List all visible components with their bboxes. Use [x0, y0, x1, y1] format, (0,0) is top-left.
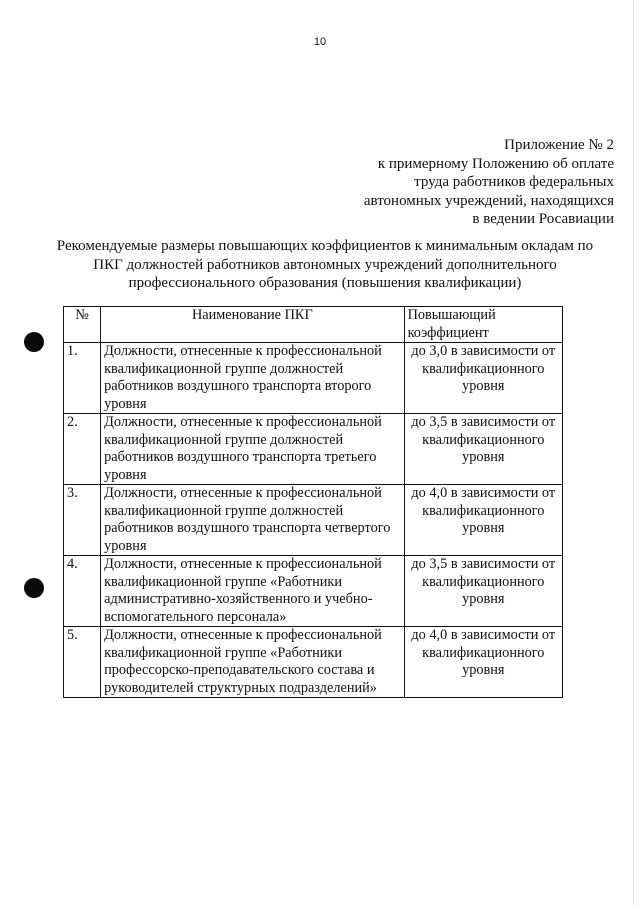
row-pkg-name: Должности, отнесенные к профессиональной квалификационной группе «Работники административно-хозяйственного и учебно-вспомогательного персонала»: [101, 556, 404, 627]
appendix-line: труда работников федеральных: [414, 174, 614, 190]
row-number: 3.: [64, 485, 101, 556]
page-number: 10: [313, 36, 327, 48]
table-row: [64, 627, 563, 698]
punch-hole-top: [24, 332, 44, 352]
appendix-header: [314, 136, 614, 229]
table-row: [64, 414, 563, 485]
title-line: профессионального образования (повышения квалификации): [128, 275, 522, 291]
row-pkg-name: Должности, отнесенные к профессиональной квалификационной группе должностей работников воздушного транспорта второго уровня: [101, 343, 404, 414]
row-coefficient: до 3,5 в зависимости от квалификационного уровня: [404, 556, 562, 627]
header-number: №: [64, 307, 101, 343]
appendix-line: в ведении Росавиации: [472, 211, 614, 227]
row-pkg-name: Должности, отнесенные к профессиональной квалификационной группе «Работники профессорско-преподавательского состава и руководителей структурных подразделений»: [101, 627, 404, 698]
table-header-row: [64, 307, 563, 343]
row-pkg-name: Должности, отнесенные к профессиональной квалификационной группе должностей работников воздушного транспорта четвертого уровня: [101, 485, 404, 556]
row-number: 4.: [64, 556, 101, 627]
table-row: [64, 343, 563, 414]
title-line: ПКГ должностей работников автономных учреждений дополнительного: [93, 256, 557, 273]
header-pkg-name: Наименование ПКГ: [101, 307, 404, 343]
appendix-line: автономных учреждений, находящихся: [363, 192, 614, 209]
row-coefficient: до 4,0 в зависимости от квалификационного уровня: [404, 485, 562, 556]
title-line: Рекомендуемые размеры повышающих коэффициентов к минимальным окладам по: [56, 238, 594, 254]
table-row: [64, 485, 563, 556]
row-number: 2.: [64, 414, 101, 485]
appendix-line: к примерному Положению об оплате: [377, 155, 614, 172]
row-coefficient: до 3,5 в зависимости от квалификационного уровня: [404, 414, 562, 485]
coefficients-table: [63, 306, 563, 698]
document-title: [40, 237, 610, 293]
row-pkg-name: Должности, отнесенные к профессиональной квалификационной группе должностей работников воздушного транспорта третьего уровня: [101, 414, 404, 485]
appendix-line: Приложение № 2: [504, 137, 614, 153]
page-edge-line: [633, 0, 634, 905]
row-coefficient: до 3,0 в зависимости от квалификационного уровня: [404, 343, 562, 414]
table-row: [64, 556, 563, 627]
row-number: 1.: [64, 343, 101, 414]
punch-hole-bottom: [24, 578, 44, 598]
row-coefficient: до 4,0 в зависимости от квалификационного уровня: [404, 627, 562, 698]
header-coefficient: Повышающий коэффициент: [404, 307, 562, 343]
row-number: 5.: [64, 627, 101, 698]
